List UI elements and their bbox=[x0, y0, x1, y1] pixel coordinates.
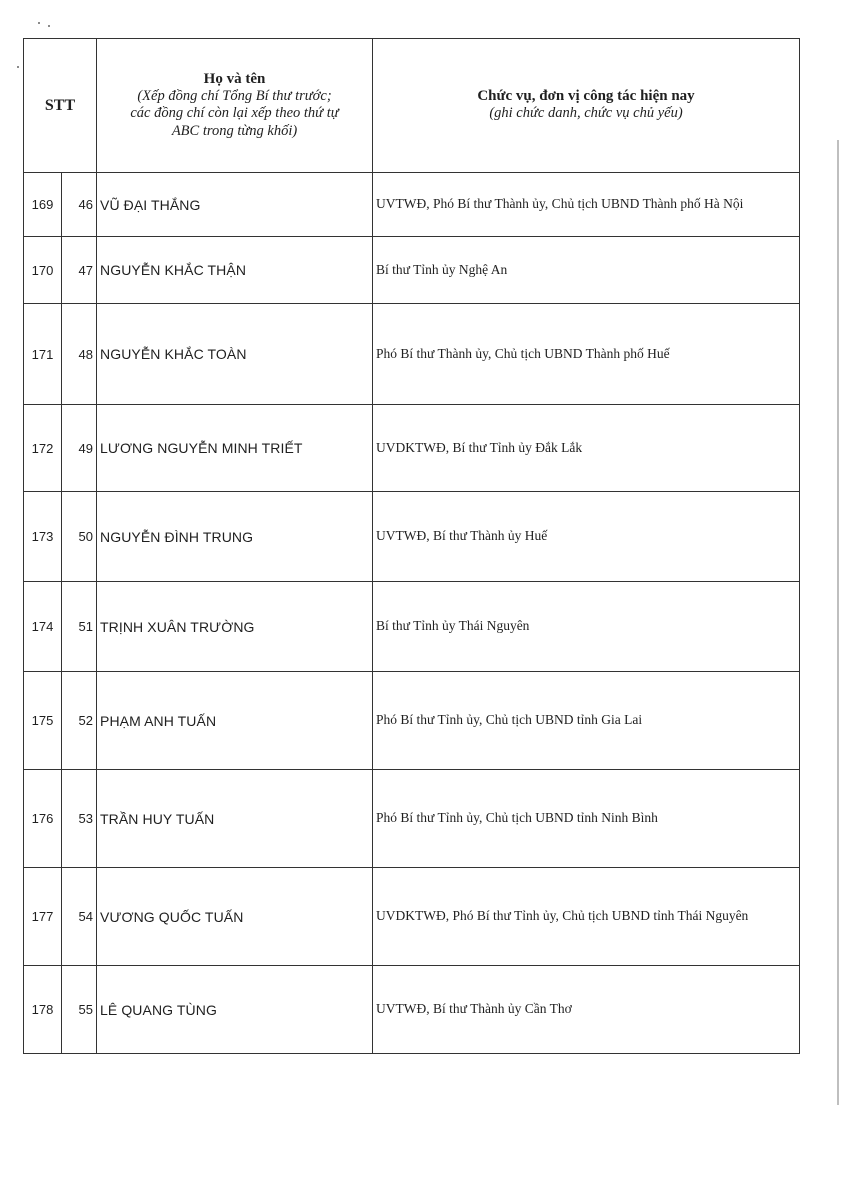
header-stt: STT bbox=[24, 39, 97, 173]
row-sub-stt: 49 bbox=[62, 405, 97, 492]
row-name: TRẦN HUY TUẤN bbox=[97, 770, 373, 868]
table-row bbox=[24, 492, 800, 582]
row-sub-stt: 52 bbox=[62, 672, 97, 770]
row-position: UVDKTWĐ, Phó Bí thư Tỉnh ủy, Chủ tịch UBND tỉnh Thái Nguyên bbox=[373, 868, 800, 966]
row-stt: 175 bbox=[24, 672, 62, 770]
row-position: Bí thư Tỉnh ủy Thái Nguyên bbox=[373, 582, 800, 672]
header-name bbox=[97, 39, 373, 173]
row-name: NGUYỄN KHẮC TOÀN bbox=[97, 304, 373, 405]
table-row bbox=[24, 582, 800, 672]
row-name: NGUYỄN KHẮC THẬN bbox=[97, 237, 373, 304]
row-stt: 176 bbox=[24, 770, 62, 868]
row-position: Phó Bí thư Tỉnh ủy, Chủ tịch UBND tỉnh Gia Lai bbox=[373, 672, 800, 770]
row-position: Phó Bí thư Thành ủy, Chủ tịch UBND Thành phố Huế bbox=[373, 304, 800, 405]
row-sub-stt: 51 bbox=[62, 582, 97, 672]
row-position: UVTWĐ, Phó Bí thư Thành ủy, Chủ tịch UBND Thành phố Hà Nội bbox=[373, 173, 800, 237]
row-name: VƯƠNG QUỐC TUẤN bbox=[97, 868, 373, 966]
table-row bbox=[24, 966, 800, 1054]
table-row bbox=[24, 304, 800, 405]
row-position: UVTWĐ, Bí thư Thành ủy Cần Thơ bbox=[373, 966, 800, 1054]
row-position: UVTWĐ, Bí thư Thành ủy Huế bbox=[373, 492, 800, 582]
row-position: Phó Bí thư Tỉnh ủy, Chủ tịch UBND tỉnh Ninh Bình bbox=[373, 770, 800, 868]
row-sub-stt: 55 bbox=[62, 966, 97, 1054]
scan-speck bbox=[17, 66, 19, 68]
table-row bbox=[24, 770, 800, 868]
row-sub-stt: 50 bbox=[62, 492, 97, 582]
table-row bbox=[24, 237, 800, 304]
table-row bbox=[24, 173, 800, 237]
row-sub-stt: 47 bbox=[62, 237, 97, 304]
row-name: PHẠM ANH TUẤN bbox=[97, 672, 373, 770]
row-stt: 173 bbox=[24, 492, 62, 582]
row-name: LƯƠNG NGUYỄN MINH TRIẾT bbox=[97, 405, 373, 492]
row-stt: 170 bbox=[24, 237, 62, 304]
row-name: TRỊNH XUÂN TRƯỜNG bbox=[97, 582, 373, 672]
header-name-note: các đồng chí còn lại xếp theo thứ tự bbox=[130, 105, 339, 122]
row-stt: 172 bbox=[24, 405, 62, 492]
row-sub-stt: 48 bbox=[62, 304, 97, 405]
row-sub-stt: 54 bbox=[62, 868, 97, 966]
header-name-note: (Xếp đồng chí Tổng Bí thư trước; bbox=[137, 87, 332, 104]
row-name: NGUYỄN ĐÌNH TRUNG bbox=[97, 492, 373, 582]
row-stt: 178 bbox=[24, 966, 62, 1054]
table-row bbox=[24, 405, 800, 492]
scan-speck bbox=[48, 25, 50, 27]
header-name-note: ABC trong từng khối) bbox=[171, 122, 298, 139]
row-sub-stt: 46 bbox=[62, 173, 97, 237]
row-stt: 177 bbox=[24, 868, 62, 966]
row-stt: 169 bbox=[24, 173, 62, 237]
row-stt: 174 bbox=[24, 582, 62, 672]
table-row bbox=[24, 672, 800, 770]
row-sub-stt: 53 bbox=[62, 770, 97, 868]
header-position-title: Chức vụ, đơn vị công tác hiện nay bbox=[477, 88, 695, 105]
personnel-table bbox=[23, 38, 800, 1054]
header-position-note: (ghi chức danh, chức vụ chủ yếu) bbox=[489, 105, 683, 122]
row-position: UVDKTWĐ, Bí thư Tỉnh ủy Đắk Lắk bbox=[373, 405, 800, 492]
header-name-title: Họ và tên bbox=[203, 70, 266, 87]
row-name: LÊ QUANG TÙNG bbox=[97, 966, 373, 1054]
row-position: Bí thư Tỉnh ủy Nghệ An bbox=[373, 237, 800, 304]
row-name: VŨ ĐẠI THẮNG bbox=[97, 173, 373, 237]
table-row bbox=[24, 868, 800, 966]
header-position bbox=[373, 39, 800, 173]
table-header-row bbox=[24, 39, 800, 173]
scan-edge-line bbox=[837, 140, 839, 1105]
scan-speck bbox=[38, 22, 40, 24]
row-stt: 171 bbox=[24, 304, 62, 405]
